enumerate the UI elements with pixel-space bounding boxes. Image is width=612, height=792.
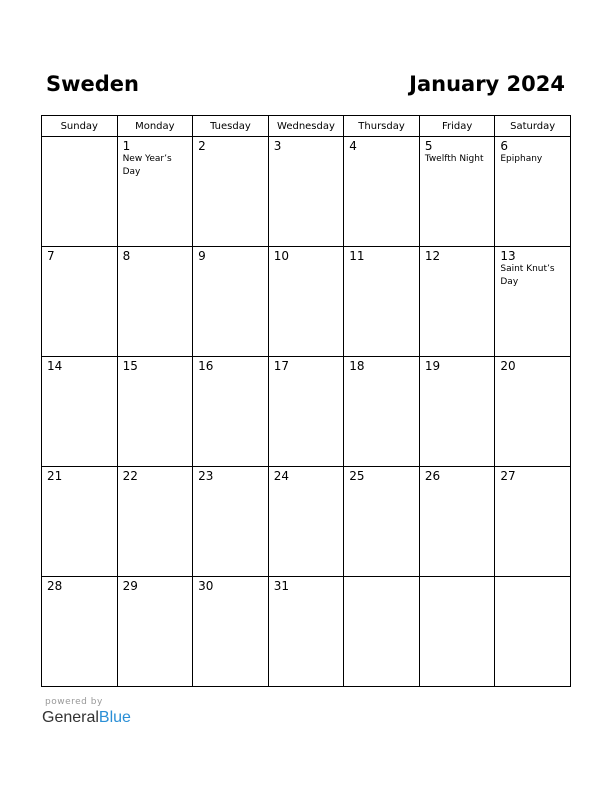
day-number: 31 [273, 579, 289, 593]
day-number: 30 [198, 579, 214, 593]
generalblue-logo[interactable] [42, 708, 131, 728]
day-cell [419, 577, 495, 687]
weekday-header-thursday: Thursday [344, 116, 420, 137]
day-cell [117, 137, 193, 247]
holiday-label: New Year’s Day [122, 154, 172, 177]
day-cell [193, 357, 269, 467]
day-cell [42, 577, 118, 687]
day-number: 19 [424, 359, 441, 373]
day-cell [419, 137, 495, 247]
weekday-header-row [42, 116, 571, 137]
day-number: 6 [500, 139, 509, 153]
day-number: 22 [122, 469, 138, 483]
day-number: 24 [273, 469, 289, 483]
month-year-title: January 2024 [409, 72, 565, 96]
weekday-header-monday: Monday [117, 116, 193, 137]
calendar-grid [41, 115, 571, 687]
day-cell [268, 247, 344, 357]
weekday-header-saturday: Saturday [495, 116, 571, 137]
day-number [420, 577, 495, 579]
day-cell [495, 137, 571, 247]
day-number: 9 [198, 249, 206, 263]
week-row [42, 247, 571, 357]
day-cell [42, 247, 118, 357]
day-number: 20 [500, 359, 516, 373]
day-number: 7 [47, 249, 55, 263]
day-number: 1 [122, 139, 131, 153]
day-number: 5 [424, 139, 433, 153]
day-cell [344, 357, 420, 467]
day-number: 28 [47, 579, 63, 593]
holiday-label: Twelfth Night [424, 154, 484, 164]
day-number: 12 [424, 249, 441, 263]
day-cell [117, 467, 193, 577]
weekday-header-sunday: Sunday [42, 116, 118, 137]
day-cell [268, 577, 344, 687]
day-number: 26 [424, 469, 441, 483]
day-number [42, 137, 117, 139]
day-number: 2 [198, 139, 206, 153]
powered-by-label: powered by [45, 697, 103, 707]
day-cell [117, 577, 193, 687]
day-cell [419, 357, 495, 467]
day-cell [42, 357, 118, 467]
day-cell [268, 137, 344, 247]
day-cell [344, 467, 420, 577]
day-cell [268, 467, 344, 577]
brand-blue-text: Blue [98, 709, 131, 726]
day-number [344, 577, 419, 579]
day-cell [344, 577, 420, 687]
holiday-label: Saint Knut’s Day [500, 264, 555, 287]
day-number [495, 577, 570, 579]
day-number: 16 [198, 359, 214, 373]
day-number: 4 [349, 139, 357, 153]
day-number: 8 [122, 249, 131, 263]
day-cell [495, 577, 571, 687]
weekday-header-friday: Friday [419, 116, 495, 137]
day-number: 18 [349, 359, 365, 373]
brand-general-text: General [42, 709, 99, 726]
day-number: 10 [273, 249, 289, 263]
day-cell [193, 467, 269, 577]
holiday-label: Epiphany [500, 154, 543, 164]
day-number: 3 [273, 139, 282, 153]
day-cell [42, 137, 118, 247]
day-cell [268, 357, 344, 467]
day-cell [495, 467, 571, 577]
day-cell [42, 467, 118, 577]
day-number: 17 [273, 359, 289, 373]
day-cell [344, 137, 420, 247]
week-row [42, 467, 571, 577]
day-cell [193, 247, 269, 357]
day-cell [193, 137, 269, 247]
day-cell [117, 357, 193, 467]
day-number: 25 [349, 469, 365, 483]
day-cell [419, 467, 495, 577]
day-cell [495, 247, 571, 357]
day-number: 29 [122, 579, 138, 593]
day-cell [117, 247, 193, 357]
weekday-header-wednesday: Wednesday [268, 116, 344, 137]
weekday-header-tuesday: Tuesday [193, 116, 269, 137]
day-number: 21 [47, 469, 63, 483]
week-row [42, 357, 571, 467]
day-cell [495, 357, 571, 467]
day-number: 15 [122, 359, 138, 373]
day-number: 14 [47, 359, 63, 373]
week-row [42, 137, 571, 247]
day-number: 13 [500, 249, 516, 263]
day-number: 27 [500, 469, 516, 483]
country-title: Sweden [46, 72, 139, 96]
day-cell [344, 247, 420, 357]
day-cell [419, 247, 495, 357]
week-row [42, 577, 571, 687]
day-number: 23 [198, 469, 214, 483]
day-number: 11 [349, 249, 365, 263]
day-cell [193, 577, 269, 687]
